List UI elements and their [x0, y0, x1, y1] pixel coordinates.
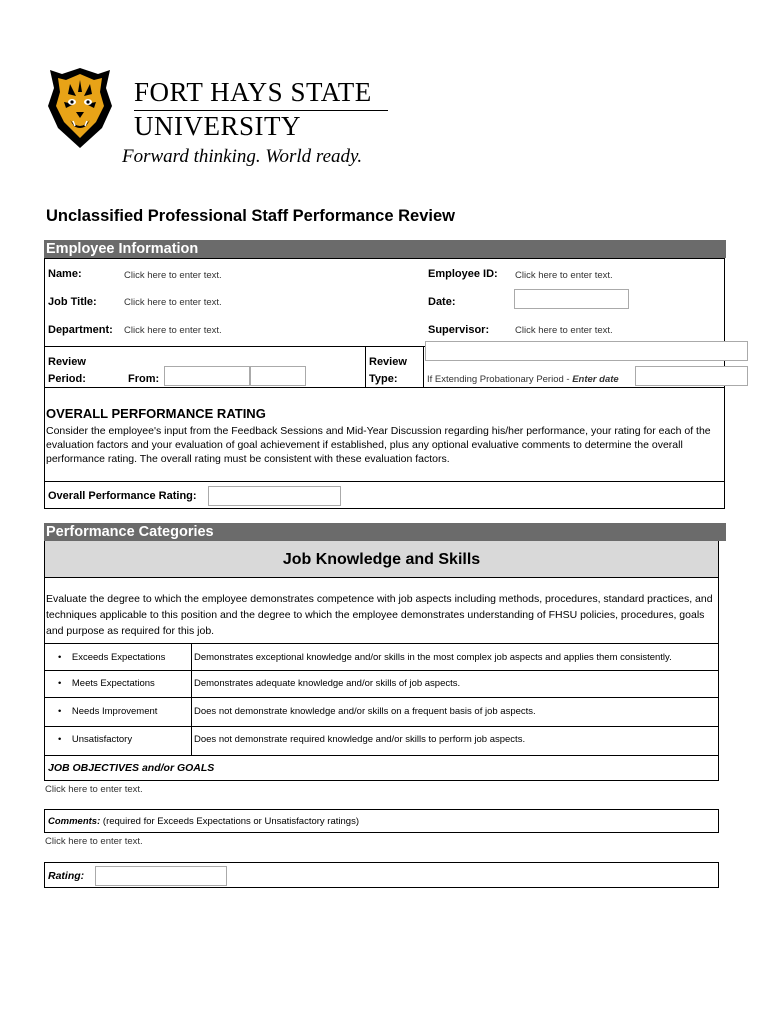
- name-input[interactable]: Click here to enter text.: [124, 270, 222, 281]
- probation-text: If Extending Probationary Period -: [427, 374, 573, 385]
- overall-rating-heading: OVERALL PERFORMANCE RATING: [46, 406, 266, 421]
- name-label: Name:: [48, 268, 82, 280]
- category-heading: Job Knowledge and Skills: [282, 551, 481, 568]
- rating-description: Demonstrates exceptional knowledge and/or skills in the most complex job aspects and applies them consistently.: [194, 652, 672, 663]
- university-name-line1: FORT HAYS STATE: [134, 77, 372, 107]
- column-divider: [423, 346, 424, 388]
- bullet-icon: •: [58, 678, 62, 689]
- probation-date-input[interactable]: [635, 366, 748, 386]
- table-row: [58, 734, 132, 745]
- employee-id-input[interactable]: Click here to enter text.: [515, 270, 613, 281]
- from-label: From:: [128, 373, 160, 385]
- rating-level: Needs Improvement: [71, 706, 158, 717]
- bullet-icon: •: [58, 706, 62, 717]
- department-label: Department:: [48, 324, 113, 336]
- university-name-line2: UNIVERSITY: [134, 111, 301, 141]
- comments-input[interactable]: Click here to enter text.: [45, 836, 143, 847]
- review-type-select[interactable]: [425, 341, 748, 361]
- section-header-performance-categories: Performance Categories: [44, 523, 726, 541]
- category-description: Evaluate the degree to which the employee demonstrates competence with job aspects including methods, procedures, standard practices, and techniques applicable to this position and the degree to which the employee demonstrates understanding of FHSU policies, procedures, goals and purpose as required for this job.: [46, 593, 713, 637]
- section-header-employee-information: Employee Information: [44, 240, 726, 258]
- rating-level: Exceeds Expectations: [71, 652, 166, 663]
- rating-description: Demonstrates adequate knowledge and/or skills of job aspects.: [194, 678, 461, 689]
- tagline: Forward thinking. World ready.: [122, 146, 363, 167]
- date-input[interactable]: [514, 289, 629, 309]
- review-type-label: Review: [369, 356, 407, 368]
- overall-rating-instructions: Consider the employee's input from the Feedback Sessions and Mid-Year Discussion regarding his/her performance, your rating for each of the evaluation factors and your evaluation of goal achievement if established, plus any optional evaluative comments to determine the overall performance rating. The overall rating must be consistent with these evaluation factors.: [46, 425, 711, 465]
- from-date-input[interactable]: [164, 366, 250, 386]
- comments-label: Comments:: [48, 816, 101, 827]
- rating-label: Rating:: [48, 870, 85, 882]
- column-divider: [365, 346, 366, 388]
- objectives-label: JOB OBJECTIVES and/or GOALS: [48, 762, 215, 774]
- tiger-logo-icon: [46, 66, 114, 150]
- rating-level: Unsatisfactory: [71, 734, 133, 745]
- review-type-label: Type:: [369, 373, 398, 385]
- rating-description: Does not demonstrate required knowledge and/or skills to perform job aspects.: [194, 734, 526, 745]
- table-column-divider: [191, 644, 192, 756]
- overall-rating-input[interactable]: [208, 486, 341, 506]
- rating-input[interactable]: [95, 866, 227, 886]
- supervisor-label: Supervisor:: [428, 324, 490, 336]
- table-row: [58, 652, 165, 663]
- rating-level: Meets Expectations: [71, 678, 155, 689]
- table-row: [58, 706, 157, 717]
- probation-emphasis: Enter date: [572, 374, 619, 385]
- table-row-divider: [44, 697, 719, 698]
- bullet-icon: •: [58, 734, 62, 745]
- date-label: Date:: [428, 296, 456, 308]
- job-title-label: Job Title:: [48, 296, 97, 308]
- review-period-label: Period:: [48, 373, 86, 385]
- rating-description: Does not demonstrate knowledge and/or skills on a frequent basis of job aspects.: [194, 706, 536, 717]
- table-row: [58, 678, 155, 689]
- table-row-divider: [44, 726, 719, 727]
- bullet-icon: •: [58, 652, 62, 663]
- comments-note: (required for Exceeds Expectations or Unsatisfactory ratings): [100, 816, 359, 827]
- employee-id-label: Employee ID:: [428, 268, 498, 280]
- table-row-divider: [44, 670, 719, 671]
- job-title-input[interactable]: Click here to enter text.: [124, 297, 222, 308]
- overall-rating-label: Overall Performance Rating:: [48, 490, 197, 502]
- page-title: Unclassified Professional Staff Performance Review: [46, 207, 455, 225]
- to-date-input[interactable]: [250, 366, 306, 386]
- supervisor-input[interactable]: Click here to enter text.: [515, 325, 613, 336]
- review-period-label: Review: [48, 356, 86, 368]
- objectives-input[interactable]: Click here to enter text.: [45, 784, 143, 795]
- comments-header: [48, 816, 359, 827]
- probation-note: [427, 374, 619, 385]
- department-input[interactable]: Click here to enter text.: [124, 325, 222, 336]
